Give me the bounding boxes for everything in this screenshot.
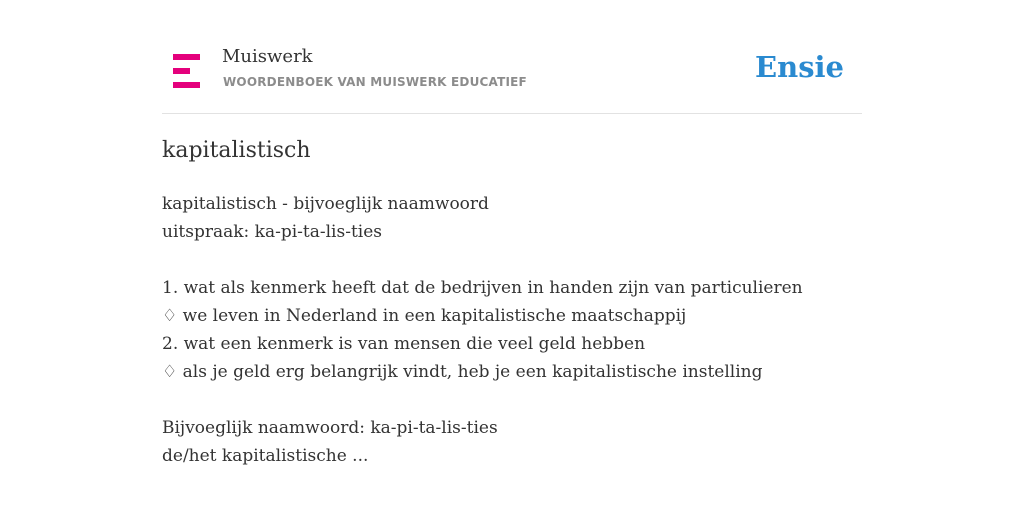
entry-line-example-2: ♢ als je geld erg belangrijk vindt, heb je een kapitalistische instelling bbox=[162, 362, 763, 382]
entry-line-hyphenation: Bijvoeglijk naamwoord: ka-pi-ta-lis-ties bbox=[162, 418, 498, 438]
entry-line-spacer bbox=[162, 246, 862, 274]
source-header bbox=[162, 0, 862, 114]
entry-line-meaning-1: 1. wat als kenmerk heeft dat de bedrijven in handen zijn van particulieren bbox=[162, 278, 803, 298]
muiswerk-logo-icon[interactable] bbox=[173, 54, 200, 88]
ensie-brand-link[interactable]: Ensie bbox=[755, 50, 844, 84]
source-name[interactable]: Muiswerk bbox=[222, 46, 313, 67]
entry-line-example-1: ♢ we leven in Nederland in een kapitalistische maatschappij bbox=[162, 306, 687, 326]
entry-line-part-of-speech: kapitalistisch - bijvoeglijk naamwoord bbox=[162, 194, 489, 214]
entry-line-pronunciation: uitspraak: ka-pi-ta-lis-ties bbox=[162, 222, 383, 242]
entry-line-spacer bbox=[162, 386, 862, 414]
entry-line-meaning-2: 2. wat een kenmerk is van mensen die veel geld hebben bbox=[162, 334, 646, 354]
source-subtitle: WOORDENBOEK VAN MUISWERK EDUCATIEF bbox=[223, 75, 527, 89]
entry-line-inflection: de/het kapitalistische ... bbox=[162, 446, 369, 466]
entry-title: kapitalistisch bbox=[162, 138, 311, 163]
entry-definition bbox=[162, 190, 862, 470]
